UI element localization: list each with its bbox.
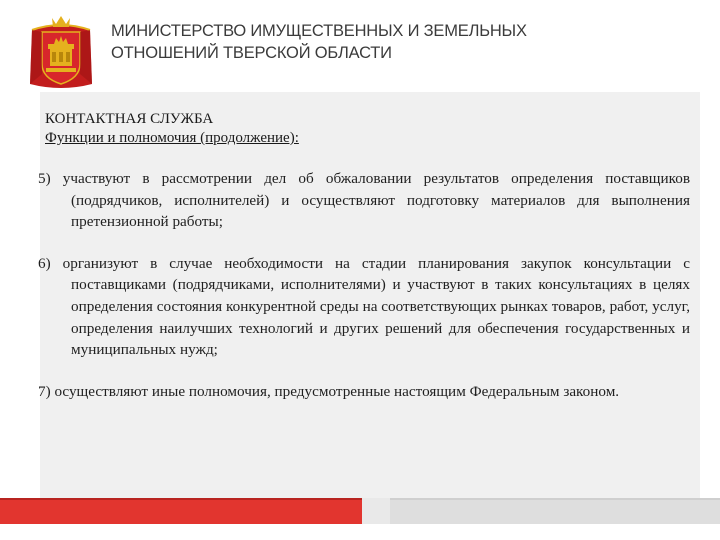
footer-accent-red	[0, 498, 362, 524]
list-item: 5) участвуют в рассмотрении дел об обжаловании результатов определения поставщиков (подрядчиков, исполнителей) и осуществляют подготовку материалов для выполнения претензионной работы;	[38, 170, 690, 231]
footer-accent-grey	[390, 498, 720, 524]
tver-coat-of-arms-icon	[22, 14, 100, 94]
footer-divider	[362, 498, 390, 524]
ministry-title	[111, 20, 671, 64]
section-title: КОНТАКТНАЯ СЛУЖБА	[45, 111, 214, 127]
ministry-title-line2: ОТНОШЕНИЙ ТВЕРСКОЙ ОБЛАСТИ	[111, 44, 392, 62]
list-item: 6) организуют в случае необходимости на стадии планирования закупок консультации с поставщиками (подрядчиками, исполнителями) и участвуют в таких консультациях в целях определения состояния конкурентной среды на соответствующих рынках товаров, работ, услуг, определения наилучших технологий и других решений для обеспечения государственных и муниципальных нужд;	[38, 254, 690, 359]
functions-list	[38, 168, 690, 402]
section-subtitle: Функции и полномочия (продолжение):	[45, 130, 299, 146]
footer-bar	[0, 498, 720, 524]
ministry-title-line1: МИНИСТЕРСТВО ИМУЩЕСТВЕННЫХ И ЗЕМЕЛЬНЫХ	[111, 22, 527, 40]
list-item: 7) осуществляют иные полномочия, предусмотренные настоящим Федеральным законом.	[38, 382, 620, 400]
header	[0, 0, 720, 95]
